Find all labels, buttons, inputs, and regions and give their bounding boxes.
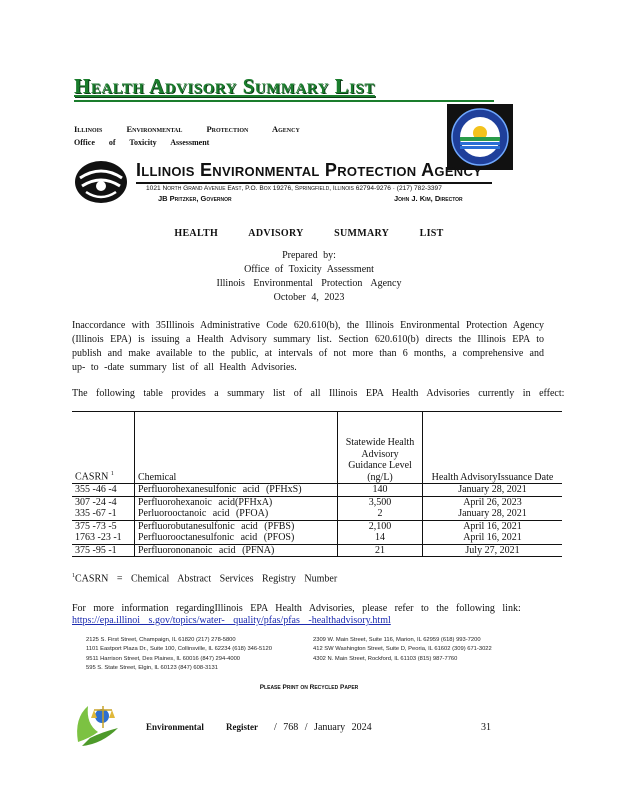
cell-level: 2,100 xyxy=(338,520,423,532)
prepared-agency: Illinois Environmental Protection Agency xyxy=(216,278,402,289)
cell-level: 140 xyxy=(338,484,423,497)
footer-publication-middle: Register xyxy=(226,722,258,732)
office-address-right: 412 SW Washington Street, Suite D, Peoria, IL 61602 (309) 671-3022 xyxy=(313,646,492,652)
cell-date: July 27, 2021 xyxy=(423,544,563,557)
letterhead-governor: JB Pritzker, Governor xyxy=(158,194,232,203)
cell-level: 3,500 xyxy=(338,496,423,508)
cell-date: April 16, 2021 xyxy=(423,532,563,544)
intro-paragraph: Inaccordance with 35Illinois Administrative Code 620.610(b), the Illinois Environmental Protection Agency (Illinois EPA) is issuing a Health Advisory summary list. Section 620.610(b) directs the Illinois EPA to publish and make available to the public, at intervals of not more than 6 months, a comprehensive and up- to -date summary list of all Health Advisories. xyxy=(72,320,544,373)
footer-issue: / 768 / January 2024 xyxy=(274,722,372,733)
footer-publication-left: Environmental xyxy=(146,722,204,732)
table-row xyxy=(72,496,562,508)
table-footnote: $^1$CASRN = Chemical Abstract Services Registry Number xyxy=(72,573,338,585)
health-advisory-link[interactable]: https://epa.illinoi s.gov/topics/water- quality/pfas/pfas -healthadvisory.html xyxy=(72,615,391,626)
cell-casrn: 335 -67 -1 xyxy=(75,508,117,519)
prepared-office: Office of Toxicity Assessment xyxy=(244,264,374,275)
office-address-right: 4302 N. Main Street, Rockford, IL 61103 (815) 987-7760 xyxy=(313,656,458,662)
page-main-title: Health Advisory Summary List xyxy=(74,74,375,98)
cell-casrn: 375 -95 -1 xyxy=(72,544,135,557)
office-line: Office of Toxicity Assessment xyxy=(74,138,210,147)
document-title: HEALTH ADVISORY SUMMARY LIST xyxy=(174,228,444,239)
agency-line: Illinois Environmental Protection Agency xyxy=(74,124,300,134)
table-row xyxy=(72,532,562,544)
table-row xyxy=(72,484,562,497)
cell-chemical: Perluorooctanoic acid (PFOA) xyxy=(135,508,338,520)
table-row xyxy=(72,544,562,557)
scales-of-justice-emblem-icon xyxy=(72,698,126,750)
cell-date: January 28, 2021 xyxy=(423,508,563,520)
cell-casrn: 1763 -23 -1 xyxy=(75,532,122,543)
cell-level: 2 xyxy=(338,508,423,520)
document-date: October 4, 2023 xyxy=(273,292,345,303)
col-header-casrn: CASRN $^1$ xyxy=(72,412,135,484)
letterhead-agency-name: Illinois Environmental Protection Agency xyxy=(136,160,483,180)
health-advisory-table xyxy=(72,411,562,557)
more-info-text: For more information regardingIllinois EPA Health Advisories, please refer to the following link: xyxy=(72,603,521,614)
office-address-left: 2125 S. First Street, Champaign, IL 61820 (217) 278-5800 xyxy=(86,637,236,643)
office-address-left: 1101 Eastport Plaza Dr., Suite 100, Collinsville, IL 62234 (618) 346-5120 xyxy=(86,646,272,652)
col-header-chemical: Chemical xyxy=(135,412,338,484)
table-row xyxy=(72,520,562,532)
office-address-left: 595 S. State Street, Elgin, IL 60123 (847) 608-3131 xyxy=(86,665,218,671)
cell-casrn: 355 -46 -4 xyxy=(75,484,117,495)
letterhead-address: 1021 North Grand Avenue East, P.O. Box 19276, Springfield, Illinois 62794-9276 · (217) 782-3397 xyxy=(146,185,442,192)
table-row xyxy=(72,508,562,520)
cell-level: 14 xyxy=(338,532,423,544)
col-header-guidance-level: Statewide Health Advisory Guidance Level (ng/L) xyxy=(338,412,423,484)
letterhead-director: John J. Kim, Director xyxy=(394,194,463,203)
cell-level: 21 xyxy=(338,544,423,557)
prepared-by: Prepared by: xyxy=(282,250,336,261)
cell-date: April 16, 2021 xyxy=(423,520,563,532)
table-intro: The following table provides a summary list of all Illinois EPA Health Advisories currently in effect: xyxy=(72,388,565,399)
illinois-epa-logo-icon xyxy=(74,160,128,204)
cell-date: April 26, 2023 xyxy=(423,496,563,508)
cell-chemical: Perfluorohexanoic acid(PFHxA) xyxy=(135,496,338,508)
recycled-paper-note: Please Print on Recycled Paper xyxy=(259,684,359,691)
cell-casrn: 307 -24 -4 xyxy=(72,496,135,508)
cell-chemical: Perfluorononanoic acid (PFNA) xyxy=(135,544,338,557)
cell-date: January 28, 2021 xyxy=(423,484,563,497)
cell-chemical: Perfluorooctanesulfonic acid (PFOS) xyxy=(135,532,338,544)
office-address-left: 9511 Harrison Street, Des Plaines, IL 60016 (847) 294-4000 xyxy=(86,656,241,662)
footer-page-number: 31 xyxy=(481,722,491,733)
col-header-issuance-date: Health AdvisoryIssuance Date xyxy=(423,412,563,484)
cell-chemical: Perfluorobutanesulfonic acid (PFBS) xyxy=(135,520,338,532)
title-rule xyxy=(74,100,494,102)
letterhead-rule xyxy=(136,182,492,184)
cell-casrn: 375 -73 -5 xyxy=(72,520,135,532)
office-address-right: 2309 W. Main Street, Suite 116, Marion, IL 62959 (618) 993-7200 xyxy=(313,637,481,643)
cell-chemical: Perfluorohexanesulfonic acid (PFHxS) xyxy=(135,484,338,497)
